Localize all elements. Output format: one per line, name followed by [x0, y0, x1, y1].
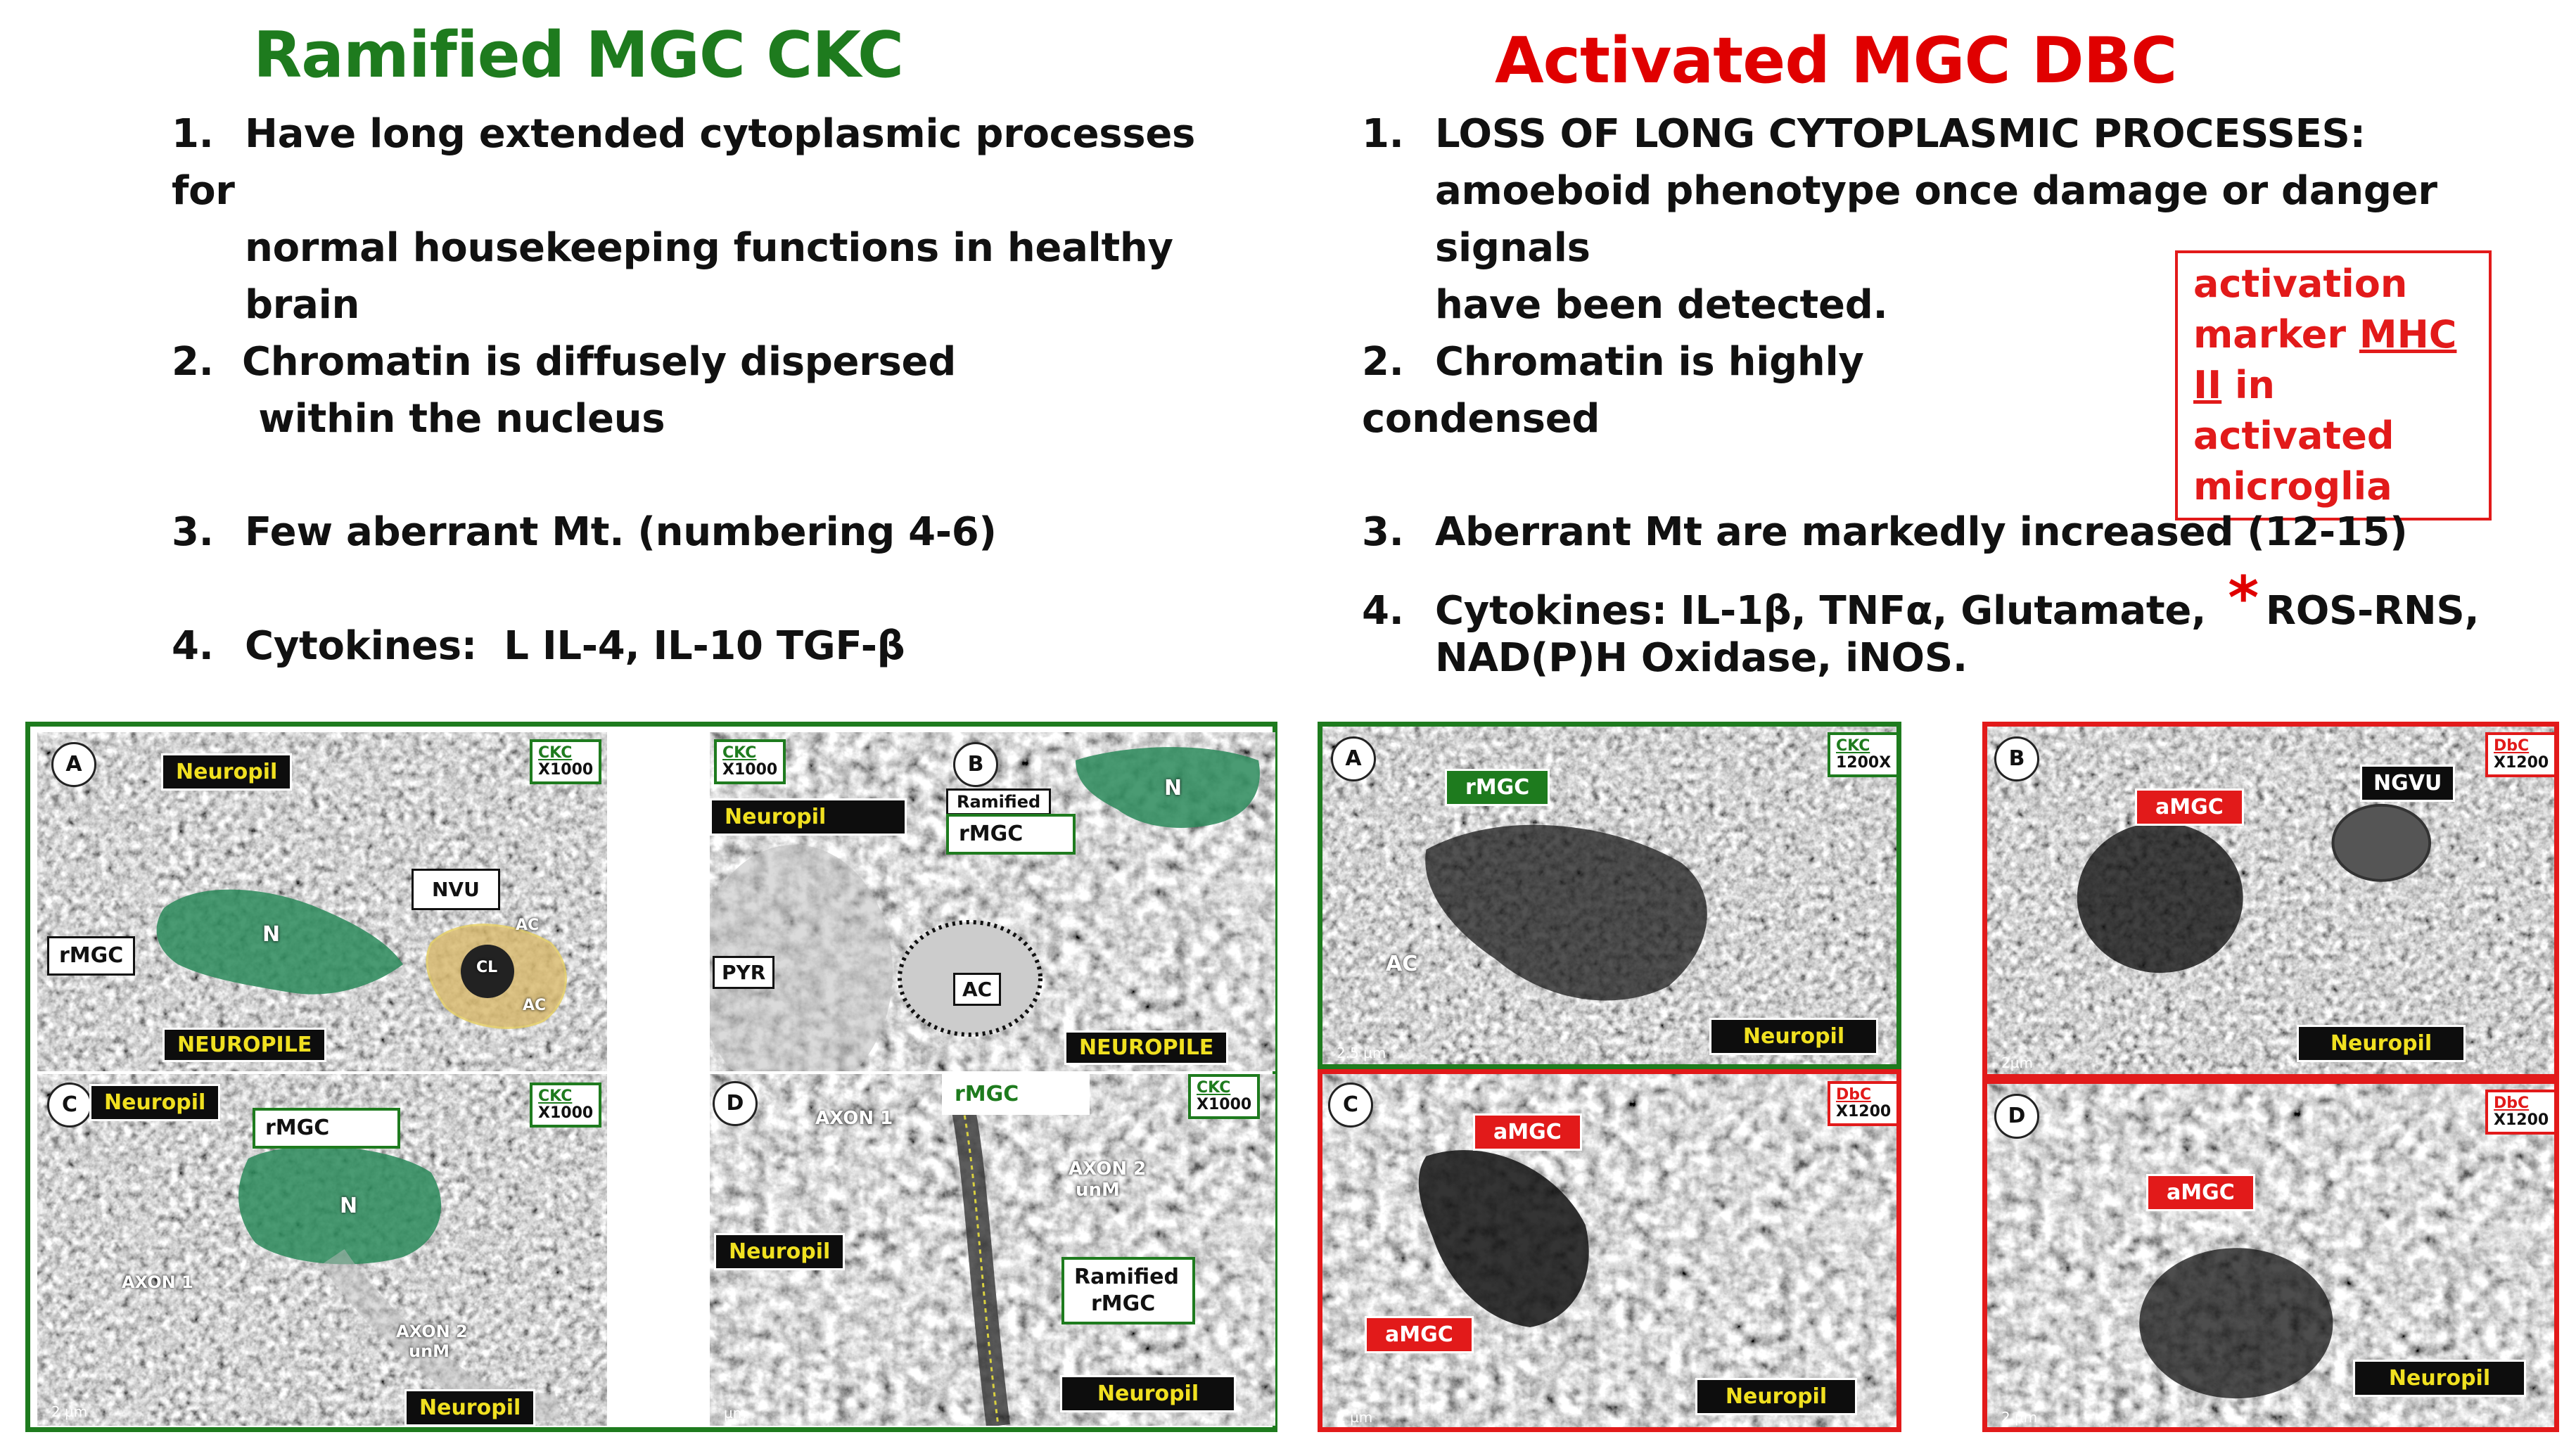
activated-title: Activated MGC DBC — [1495, 24, 2177, 98]
nvu-label: NVU — [412, 869, 500, 910]
axon1-label: AXON 1 — [815, 1108, 893, 1129]
panel-letter-b: B — [953, 742, 998, 787]
magnification-badge: CKC 1200X — [1828, 732, 1899, 777]
scale-bar: 2 µm — [1337, 1409, 1373, 1426]
amgc-label: aMGC — [2146, 1174, 2255, 1211]
rmgc-label: rMGC — [1445, 769, 1550, 806]
ac-label: AC — [953, 973, 1001, 1006]
scale-bar: 2 µm — [2001, 1409, 2038, 1426]
ac-label-2: AC — [523, 997, 547, 1014]
ac-label: AC — [1386, 952, 1418, 976]
left-point-4: 4. Cytokines: L IL-4, IL-10 TGF-β — [172, 623, 905, 669]
ckc-panel-d — [710, 1074, 1275, 1426]
neuropil-label-2: Neuropil — [1060, 1375, 1236, 1412]
magnification-badge: DbC X1200 — [2485, 1090, 2557, 1135]
amgc-label: aMGC — [1473, 1113, 1582, 1151]
rmgc-label: rMGC — [47, 936, 135, 976]
panel-letter-c: C — [1328, 1083, 1373, 1128]
axon2-label: AXON 2 — [396, 1322, 468, 1341]
neuropil-label: Neuropil — [161, 753, 292, 791]
ckc-figure-group — [25, 722, 1277, 1432]
neuropile-label: NEUROPILE — [162, 1028, 326, 1062]
rmgc-label: rMGC — [942, 1074, 1090, 1115]
nucleus-label: N — [1164, 776, 1182, 800]
magnification-badge: DbC X1200 — [2485, 732, 2557, 777]
neuropil-label: Neuropil — [1695, 1378, 1857, 1415]
magnification-badge: CKC X1000 — [1188, 1074, 1260, 1119]
neuropil-label-2: Neuropil — [404, 1389, 535, 1426]
panel-letter-a: A — [1331, 736, 1376, 781]
nucleus-label: N — [340, 1194, 358, 1218]
mhc-callout: activation marker MHC II in activated microglia — [2175, 250, 2492, 521]
right-point-3: 3. Aberrant Mt are markedly increased (12-15) — [1362, 509, 2408, 555]
neuropil-label: Neuropil — [89, 1084, 220, 1121]
unm-label: unM — [409, 1341, 450, 1361]
neuropil-label: Neuropil — [2297, 1025, 2466, 1062]
ckc-panel-b — [710, 732, 1275, 1071]
act-panel-d — [1982, 1079, 2559, 1432]
nucleus-label: N — [262, 922, 281, 947]
column-divider — [607, 727, 710, 1427]
panel-letter-a: A — [51, 742, 96, 787]
left-point-3: 3. Few aberrant Mt. (numbering 4-6) — [172, 509, 997, 555]
right-point-2: 2. Chromatin is highly condensed — [1362, 339, 1864, 442]
panel-letter-d: D — [1994, 1094, 2039, 1139]
left-point-1: 1. Have long extended cytoplasmic processes for normal housekeeping functions in healthy brain — [172, 111, 1196, 328]
asterisk-icon: * — [2228, 563, 2259, 632]
rmgc-label: rMGC — [946, 814, 1076, 855]
magnification-badge: DbC X1200 — [1828, 1081, 1899, 1126]
pyr-label: PYR — [713, 956, 774, 989]
act-panel-c — [1318, 1069, 1901, 1432]
axon2-label: AXON 2 — [1069, 1158, 1147, 1180]
neuropil-label: Neuropil — [2353, 1360, 2526, 1397]
amgc-label-2: aMGC — [1365, 1316, 1474, 1353]
neuropil-label: Neuropil — [1709, 1018, 1878, 1055]
scale-bar: 2.5 µm — [1337, 1045, 1386, 1061]
scale-bar: µm — [724, 1405, 747, 1422]
magnification-badge: CKC X1000 — [530, 1083, 601, 1128]
ngvu-label: NGVU — [2360, 765, 2455, 802]
right-point-1: 1. LOSS OF LONG CYTOPLASMIC PROCESSES: amoeboid phenotype once damage or danger signals have been detected. — [1362, 111, 2437, 328]
magnification-badge: CKC X1000 — [714, 739, 786, 784]
panel-letter-b: B — [1994, 736, 2039, 781]
neuropile-label: NEUROPILE — [1064, 1030, 1228, 1065]
panel-letter-d: D — [713, 1081, 758, 1126]
magnification-badge: CKC X1000 — [530, 739, 601, 784]
scale-bar: 2 µm — [51, 1403, 88, 1420]
cl-label: CL — [476, 959, 498, 976]
scale-bar: 2µm — [2001, 1054, 2033, 1071]
rmgc-label: rMGC — [253, 1108, 400, 1149]
ckc-panel-a — [37, 732, 607, 1071]
ckc-panel-c — [37, 1074, 607, 1426]
ramified-rmgc-label: Ramified rMGC — [1061, 1257, 1195, 1324]
neuropil-label: Neuropil — [710, 798, 907, 836]
panel-letter-c: C — [47, 1083, 92, 1128]
ramified-label: Ramified — [946, 788, 1051, 815]
neuropil-label: Neuropil — [714, 1233, 845, 1270]
ramified-title: Ramified MGC CKC — [253, 18, 904, 92]
axon1-label: AXON 1 — [122, 1272, 193, 1292]
ac-label-1: AC — [516, 917, 540, 934]
amgc-label: aMGC — [2135, 788, 2244, 826]
unm-label: unM — [1076, 1180, 1120, 1201]
act-panel-b — [1982, 722, 2559, 1079]
act-panel-a — [1318, 722, 1901, 1069]
right-point-4: 4. Cytokines: IL-1β, TNFα, Glutamate, * ROS-RNS, NAD(P)H Oxidase, iNOS. — [1362, 563, 2480, 681]
left-point-2: 2. Chromatin is diffusely dispersed within the nucleus — [172, 339, 957, 442]
